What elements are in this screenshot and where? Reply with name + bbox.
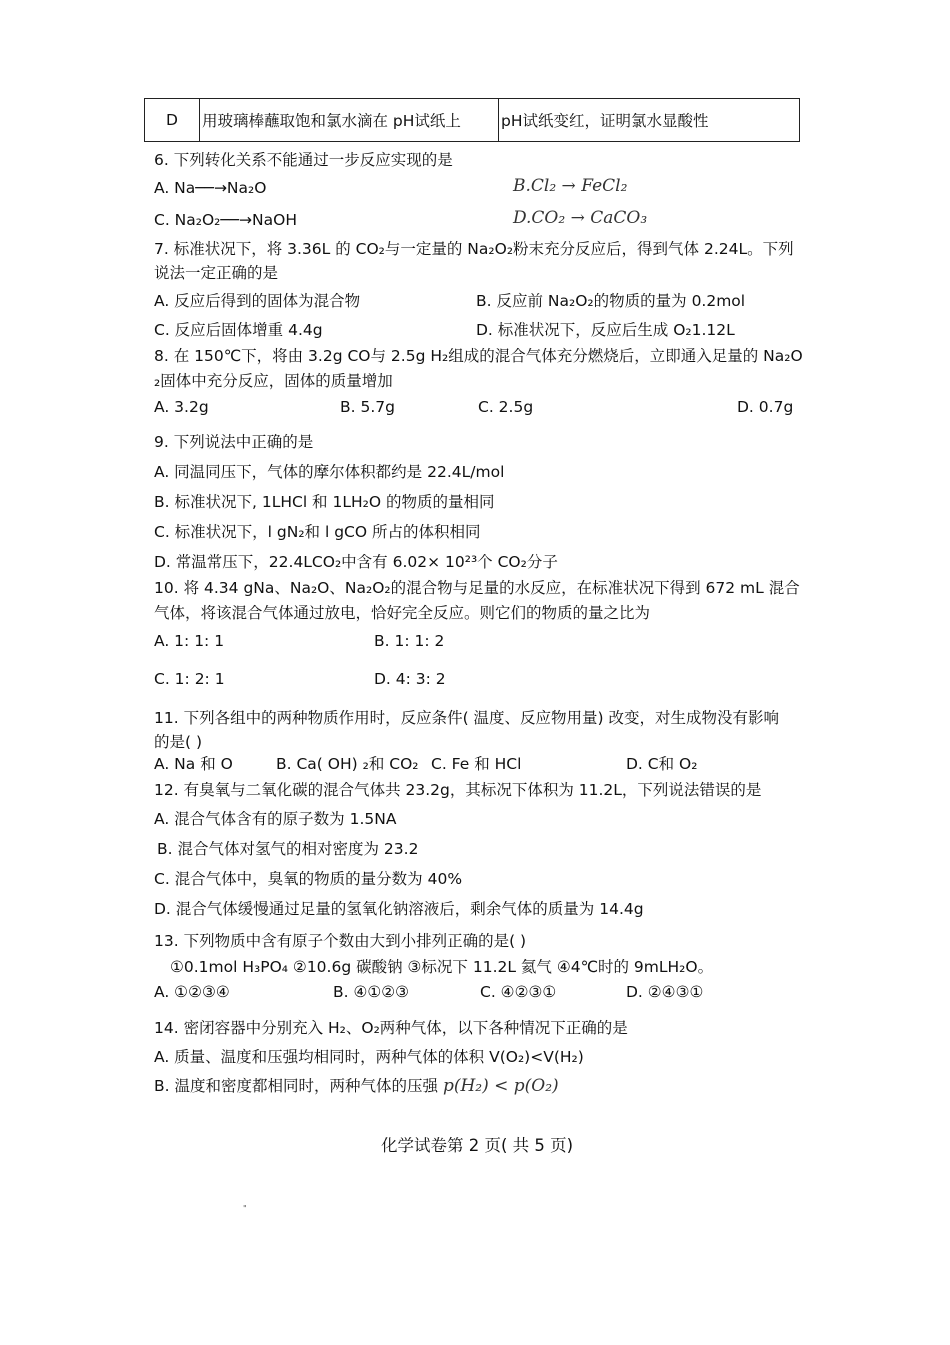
q14-option-a: A. 质量、温度和压强均相同时，两种气体的体积 V(O₂)<V(H₂) (154, 1048, 584, 1066)
q10-stem-line1: 10. 将 4.34 gNa、Na₂O、Na₂O₂的混合物与足量的水反应，在标准状况下得到 672 mL 混合 (154, 579, 800, 597)
conclusion-cell: pH试纸变红，证明氯水显酸性 (499, 99, 800, 142)
page-footer: 化学试卷第 2 页( 共 5 页) (381, 1136, 574, 1155)
option-letter-cell: D (145, 99, 200, 142)
q14-option-b (154, 1074, 559, 1096)
q14-option-b-text: B. 温度和密度都相同时，两种气体的压强 (154, 1077, 438, 1095)
q8-option-c: C. 2.5g (478, 398, 534, 416)
q7-option-d: D. 标准状况下，反应后生成 O₂1.12L (476, 321, 735, 339)
q10-option-d: D. 4: 3: 2 (374, 670, 446, 688)
q11-option-b: B. Ca( OH) ₂和 CO₂ (276, 755, 419, 773)
q11-option-c: C. Fe 和 HCl (431, 755, 522, 773)
q13-stem: 13. 下列物质中含有原子个数由大到小排列正确的是( ) (154, 932, 527, 950)
q13-option-c: C. ④②③① (480, 983, 557, 1001)
q13-option-b: B. ④①②③ (333, 983, 410, 1001)
q9-stem: 9. 下列说法中正确的是 (154, 433, 314, 451)
q7-option-c: C. 反应后固体增重 4.4g (154, 321, 323, 339)
q12-option-a: A. 混合气体含有的原子数为 1.5NA (154, 810, 397, 828)
q6-option-a: A. Na──→Na₂O (154, 179, 267, 197)
q13-items: ①0.1mol H₃PO₄ ②10.6g 碳酸钠 ③标况下 11.2L 氦气 ④4℃时的 9mLH₂O。 (170, 958, 714, 976)
q7-option-a: A. 反应后得到的固体为混合物 (154, 292, 361, 310)
q14-option-b-formula: p(H₂) < p(O₂) (442, 1076, 559, 1096)
q7-stem-line2: 说法一定正确的是 (154, 264, 279, 282)
q10-stem-line2: 气体，将该混合气体通过放电，恰好完全反应。则它们的物质的量之比为 (154, 604, 651, 622)
q9-option-c: C. 标准状况下，l gN₂和 l gCO 所占的体积相同 (154, 523, 481, 541)
q10-option-b: B. 1: 1: 2 (374, 632, 445, 650)
q6-option-c: C. Na₂O₂──→NaOH (154, 211, 297, 229)
q10-option-c: C. 1: 2: 1 (154, 670, 225, 688)
q11-stem-line1: 11. 下列各组中的两种物质作用时，反应条件( 温度、反应物用量) 改变，对生成物没有影响 (154, 709, 780, 727)
q8-option-a: A. 3.2g (154, 398, 209, 416)
q8-option-b: B. 5.7g (340, 398, 395, 416)
q12-option-c: C. 混合气体中，臭氧的物质的量分数为 40% (154, 870, 463, 888)
q6-stem: 6. 下列转化关系不能通过一步反应实现的是 (154, 151, 453, 169)
q8-stem-line1: 8. 在 150℃下，将由 3.2g CO与 2.5g H₂组成的混合气体充分燃烧后，立即通入足量的 Na₂O (154, 347, 803, 365)
q11-option-a: A. Na 和 O (154, 755, 233, 773)
q13-option-d: D. ②④③① (626, 983, 704, 1001)
stray-mark: " (243, 1204, 247, 1213)
q13-option-a: A. ①②③④ (154, 983, 230, 1001)
q9-option-a: A. 同温同压下，气体的摩尔体积都约是 22.4L/mol (154, 463, 505, 481)
operation-cell: 用玻璃棒蘸取饱和氯水滴在 pH试纸上 (200, 99, 499, 142)
q11-option-d: D. C和 O₂ (626, 755, 698, 773)
q10-option-a: A. 1: 1: 1 (154, 632, 225, 650)
q12-option-b: B. 混合气体对氢气的相对密度为 23.2 (157, 840, 419, 858)
q12-option-d: D. 混合气体缓慢通过足量的氢氧化钠溶液后，剩余气体的质量为 14.4g (154, 900, 644, 918)
q8-stem-line2: ₂固体中充分反应，固体的质量增加 (154, 372, 393, 390)
q14-stem: 14. 密闭容器中分别充入 H₂、O₂两种气体，以下各种情况下正确的是 (154, 1019, 628, 1037)
q6-option-d: D.CO₂ → CaCO₃ (513, 208, 648, 228)
q9-option-d: D. 常温常压下，22.4LCO₂中含有 6.02× 10²³个 CO₂分子 (154, 553, 558, 571)
q9-option-b: B. 标准状况下, 1LHCl 和 1LH₂O 的物质的量相同 (154, 493, 495, 511)
q7-option-b: B. 反应前 Na₂O₂的物质的量为 0.2mol (476, 292, 746, 310)
q6-option-b: B.Cl₂ → FeCl₂ (513, 176, 628, 196)
experiment-table-row (144, 98, 800, 142)
q7-stem-line1: 7. 标准状况下，将 3.36L 的 CO₂与一定量的 Na₂O₂粉末充分反应后，得到气体 2.24L。下列 (154, 240, 794, 258)
q8-option-d: D. 0.7g (737, 398, 794, 416)
q11-stem-line2: 的是( ) (154, 733, 203, 751)
q12-stem: 12. 有臭氧与二氧化碳的混合气体共 23.2g，其标况下体积为 11.2L，下列说法错误的是 (154, 781, 762, 799)
